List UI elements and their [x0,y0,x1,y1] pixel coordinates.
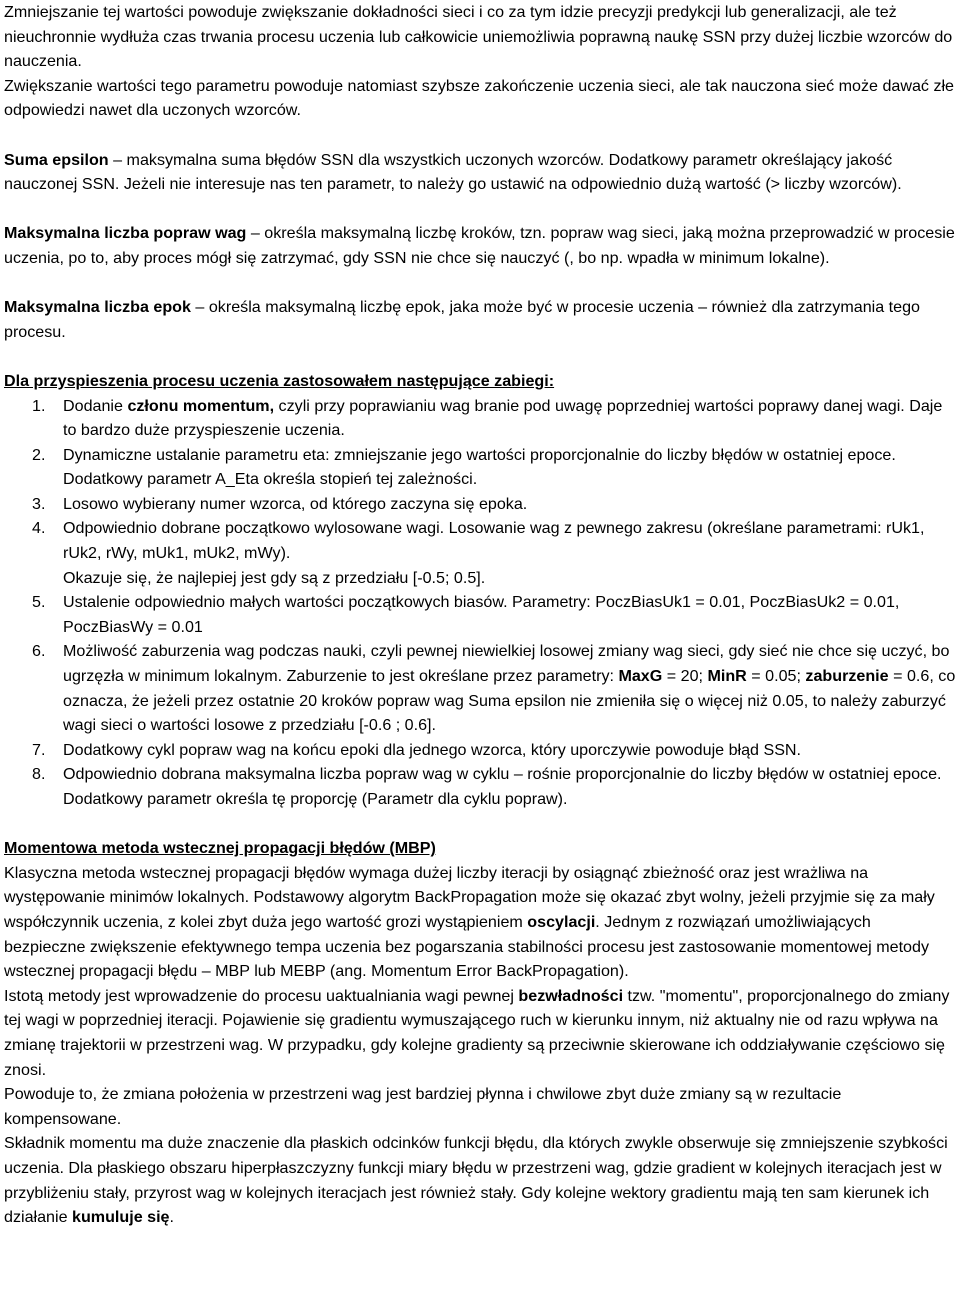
item-text: Dynamiczne ustalanie parametru eta: zmniejszanie jego wartości proporcjonalnie do liczby błędów w ostatniej epoce. Dodatkowy parametr A_Eta określa stopień tej zależności. [63,445,896,489]
param-term: Suma epsilon [4,150,109,169]
paragraph-text: tzw. "momentu", proporcjonalnego do zmiany tej wagi w poprzedniej iteracji. Pojawienie się gradientu wymuszającego ruch w kierunku innym, niż aktualny nie od razu wpływa na zmianę trajektorii w przestrzeni wag. W przypadku, gdy kolejne gradienty są przeciwnie skierowane ich oddziaływanie częściowo się znosi. [4,986,950,1079]
list-number: 7. [32,740,46,759]
zabiegi-list [4,394,956,812]
paragraph-text: Składnik momentu ma duże znaczenie dla płaskich odcinków funkcji błędu, dla których zwykle obserwuje się zmniejszenie szybkości uczenia. Dla płaskiego obszaru hiperpłaszczyzny funkcji miary błędu w przestrzeni wag, gdzie gradient w kolejnych iteracjach jest w przybliżeniu stały, przyrost wag w kolejnych iteracjach jest również stały. Gdy kolejne wektory gradientu mają ten sam kierunek ich działanie [4,1134,948,1227]
list-number: 1. [32,396,46,415]
intro-paragraph-1: Zmniejszanie tej wartości powoduje zwiększanie dokładności sieci i co za tym idzie precyzji predykcji lub generalizacji, ale też nieuchronnie wydłuża czas trwania procesu uczenia lub całkowicie uniemożliwia poprawną naukę SSN przy dużej liczbie wzorców do nauczenia. [4,3,953,71]
param-minr: MinR [707,667,747,686]
item-text: Dodatkowy cykl popraw wag na końcu epoki dla jednego wzorca, który uporczywie powoduje błąd SSN. [63,740,802,759]
param-description: – maksymalna suma błędów SSN dla wszystkich uczonych wzorców. Dodatkowy parametr określający jakość nauczonej SSN. Jeżeli nie interesuje nas ten parametr, to należy go ustawić na odpowiednio dużą wartość (> liczby wzorców). [4,150,902,194]
list-item [4,762,956,811]
list-number: 4. [32,519,46,538]
item-extra-text: Okazuje się, że najlepiej jest gdy są z przedziału [-0.5; 0.5]. [63,568,486,587]
paragraph-text: Istotą metody jest wprowadzenie do procesu uaktualniania wagi pewnej [4,986,519,1005]
list-number: 3. [32,494,46,513]
mbp-paragraph-3: Powoduje to, że zmiana położenia w przestrzeni wag jest bardziej płynna i chwilowe zbyt duże zmiany są w rezultacie kompensowane. [4,1085,842,1128]
spacer [4,271,956,296]
item-text: czyli przy poprawianiu wag branie pod uwagę poprzedniej wartości poprawy danej wagi. Daje to bardzo duże przyspieszenie uczenia. [63,396,943,440]
mbp-paragraph-2 [4,984,956,1082]
item-text: Losowo wybierany numer wzorca, od którego zaczyna się epoka. [63,494,528,513]
spacer [4,197,956,222]
mbp-paragraph-4 [4,1131,956,1229]
item-text: Ustalenie odpowiednio małych wartości początkowych biasów. Parametry: PoczBiasUk1 = 0.01, PoczBiasUk2 = 0.01, PoczBiasWy = 0.01 [63,593,900,636]
param-max-epok [4,295,956,344]
item-text: = 0.6, co oznacza, że jeżeli przez ostatnie 20 kroków popraw wag Suma epsilon nie zmieniła się o więcej niż 0.05, to należy zaburzyć wagi sieci o wartości losowe z przedziału [-0.6 ; 0.6]. [63,667,956,735]
paragraph-text: . Jednym z rozwiązań umożliwiających bezpieczne zwiększenie efektywnego tempa uczenia bez pogarszania stabilności procesu jest zastosowanie momentowej metody wstecznej propagacji błędu – MBP lub MEBP (ang. Momentum Error BackPropagation). [4,912,929,981]
spacer [4,123,956,148]
param-maxg: MaxG [618,667,663,686]
item-text: = 0.05; [746,667,806,686]
list-item [4,738,956,763]
list-item [4,639,956,737]
mbp-heading: Momentowa metoda wstecznej propagacji błędów (MBP) [4,839,436,858]
item-text: Odpowiednio dobrane początkowo wylosowane wagi. Losowanie wag z pewnego zakresu (określane parametrami: rUk1, rUk2, rWy, mUk1, mUk2, mWy). [63,519,925,563]
list-number: 6. [32,642,46,661]
list-number: 2. [32,445,46,464]
paragraph-text: Klasyczna metoda wstecznej propagacji błędów wymaga dużej liczby iteracji by osiągnąć zbieżność oraz jest wrażliwa na występowanie minimów lokalnych. Podstawowy algorytm BackPropagation może się okazać zbyt wolny, jeżeli przyjmie się za mały współczynnik uczenia, z kolei zbyt duża jego wartość grozi wystąpieniem [4,863,935,931]
spacer [4,812,956,837]
spacer [4,344,956,369]
list-item [4,443,956,492]
param-term: Maksymalna liczba epok [4,298,191,317]
param-zaburzenie: zaburzenie [805,667,889,686]
item-text: Możliwość zaburzenia wag podczas nauki, czyli pewnej niewielkiej losowej zmiany wag sieci, gdy sieć nie chce się uczyć, bo ugrzęzła w minimum lokalnym. Zaburzenie to jest określane przez parametry: [63,642,950,686]
list-item [4,492,956,517]
list-item [4,590,956,639]
item-text: Odpowiednio dobrana maksymalna liczba popraw wag w cyklu – rośnie proporcjonalnie do liczby błędów w ostatniej epoce. Dodatkowy parametr określa tę proporcję (Parametr dla cyklu popraw). [63,765,942,808]
mbp-paragraph-1 [4,861,956,984]
item-text: Dodanie [63,396,128,415]
param-suma-epsilon [4,148,956,197]
item-text: = 20; [662,667,708,686]
item-bold-text: członu momentum, [127,396,275,415]
paragraph-text: . [169,1208,174,1227]
param-description: – określa maksymalną liczbę kroków, tzn. popraw wag sieci, jaką można przeprowadzić w procesie uczenia, po to, aby proces mógł się zatrzymać, gdy SSN nie chce się nauczyć (, bo np. wpadła w minimum lokalne). [4,224,955,267]
list-item [4,394,956,443]
param-term: Maksymalna liczba popraw wag [4,224,247,243]
bold-term: oscylacji [527,912,596,931]
param-description: – określa maksymalną liczbę epok, jaka może być w procesie uczenia – również dla zatrzymania tego procesu. [4,298,920,341]
bold-term: kumuluje się [72,1208,170,1227]
zabiegi-heading: Dla przyspieszenia procesu uczenia zastosowałem następujące zabiegi: [4,371,555,390]
intro-paragraph-2: Zwiększanie wartości tego parametru powoduje natomiast szybsze zakończenie uczenia sieci, ale tak nauczona sieć może dawać złe odpowiedzi nawet dla uczonych wzorców. [4,76,955,120]
param-max-popraw-wag [4,221,956,270]
bold-term: bezwładności [518,986,624,1005]
list-number: 5. [32,593,46,612]
list-item [4,516,956,590]
list-number: 8. [32,765,46,784]
